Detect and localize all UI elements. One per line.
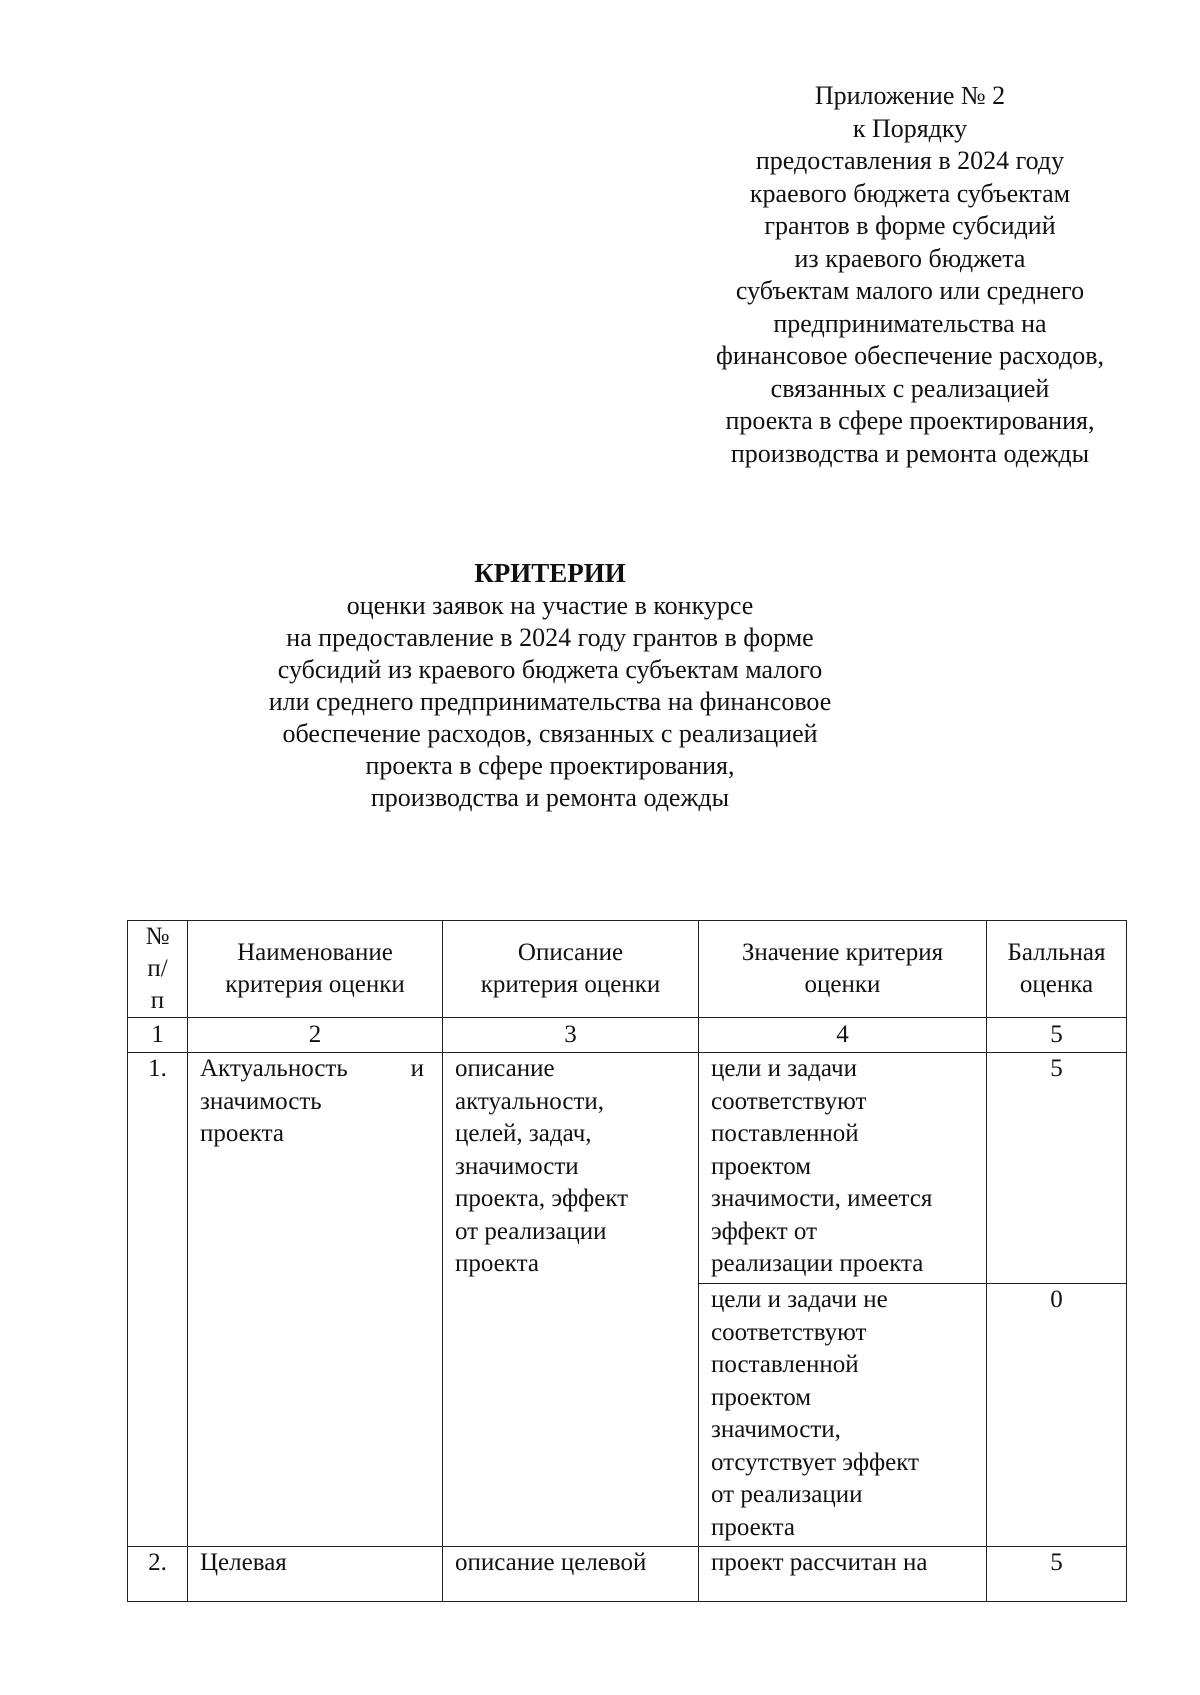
appendix-line: к Порядку: [852, 113, 968, 143]
header-desc: Описание критерия оценки: [443, 921, 699, 1018]
col-number: 4: [699, 1018, 987, 1053]
criterion-value: цели и задачи не соответствуют поставленной проектом значимости, отсутствует эффект от реализации проекта: [699, 1284, 987, 1547]
criterion-name: Целевая: [188, 1547, 443, 1602]
col-number: 5: [987, 1018, 1127, 1053]
criterion-name-rest: значимость проекта: [200, 1087, 322, 1147]
header-value: Значение критерия оценки: [699, 921, 987, 1018]
appendix-header: [660, 80, 1160, 470]
appendix-line: связанных с реализацией: [770, 373, 1050, 403]
appendix-line: краевого бюджета субъектам: [749, 178, 1071, 208]
col-number: 2: [188, 1018, 443, 1053]
criterion-value: проект рассчитан на: [699, 1547, 987, 1602]
row-number: 2.: [128, 1547, 188, 1602]
appendix-line: Приложение № 2: [814, 81, 1006, 110]
title-heading: КРИТЕРИИ: [474, 558, 626, 588]
criterion-description: описание актуальности, целей, задач, значимости проекта, эффект от реализации проекта: [443, 1053, 699, 1547]
appendix-line: производства и ремонта одежды: [730, 438, 1090, 468]
criterion-name-line1: [200, 1053, 436, 1086]
table-row: [128, 1547, 1127, 1602]
column-numbers-row: [128, 1018, 1127, 1053]
criterion-name-word: и: [410, 1055, 424, 1082]
document-title: [200, 556, 900, 814]
appendix-line: проекта в сфере проектирования,: [725, 406, 1095, 435]
criterion-points: 0: [987, 1284, 1127, 1547]
title-line: оценки заявок на участие в конкурсе: [346, 591, 754, 620]
header-name: Наименование критерия оценки: [188, 921, 443, 1018]
appendix-line: предоставления в 2024 году: [755, 146, 1065, 175]
title-line: или среднего предпринимательства на финансовое: [268, 687, 832, 716]
appendix-line: из краевого бюджета: [794, 243, 1026, 273]
title-line: на предоставление в 2024 году грантов в форме: [286, 623, 814, 652]
appendix-line: субъектам малого или среднего: [735, 276, 1085, 305]
header-points: Балльная оценка: [987, 921, 1127, 1018]
title-line: проекта в сфере проектирования,: [365, 751, 735, 780]
appendix-line: грантов в форме субсидий: [764, 211, 1056, 240]
col-number: 3: [443, 1018, 699, 1053]
title-line: субсидий из краевого бюджета субъектам малого: [277, 655, 823, 684]
table-row: [128, 1053, 1127, 1284]
criteria-table: [127, 920, 1127, 1602]
table-header-row: [128, 921, 1127, 1018]
criterion-name: [188, 1053, 443, 1547]
criterion-points: 5: [987, 1053, 1127, 1284]
col-number: 1: [128, 1018, 188, 1053]
row-number: 1.: [128, 1053, 188, 1547]
criterion-value: цели и задачи соответствуют поставленной проектом значимости, имеется эффект от реализации проекта: [699, 1053, 987, 1284]
criterion-name-word: Актуальность: [200, 1055, 348, 1082]
title-line: производства и ремонта одежды: [370, 783, 730, 812]
appendix-line: финансовое обеспечение расходов,: [715, 341, 1105, 370]
header-num: № п/ п: [128, 921, 188, 1018]
criterion-points: 5: [987, 1547, 1127, 1602]
appendix-line: предпринимательства на: [773, 308, 1047, 338]
criterion-description: описание целевой: [443, 1547, 699, 1602]
title-line: обеспечение расходов, связанных с реализацией: [282, 719, 818, 748]
